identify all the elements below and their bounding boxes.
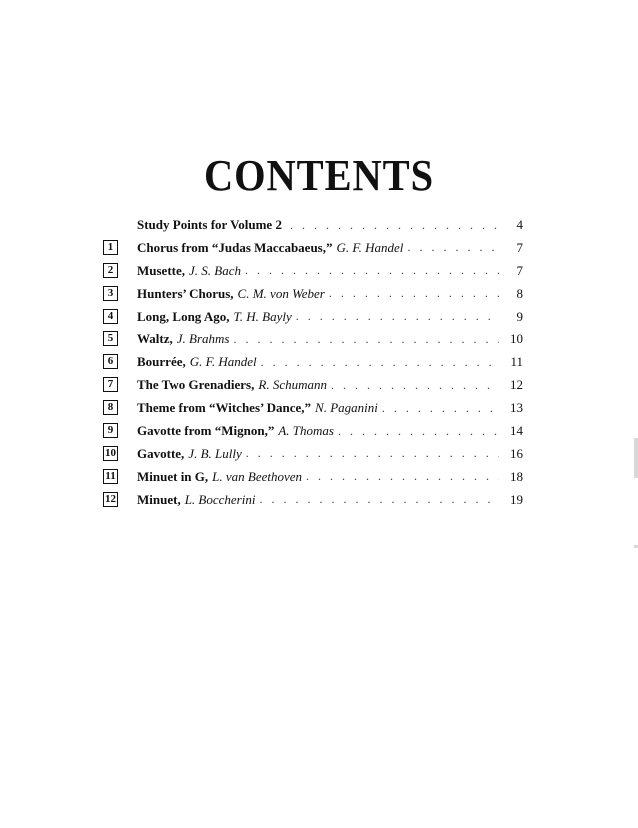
toc-entry-12[interactable] bbox=[103, 489, 523, 512]
composer-name: N. Paganini bbox=[315, 400, 378, 416]
page-number: 14 bbox=[510, 423, 523, 439]
piece-number-box: 3 bbox=[103, 286, 118, 301]
page-number: 8 bbox=[516, 285, 523, 301]
entry-text bbox=[137, 306, 523, 328]
toc-entry-9[interactable] bbox=[103, 420, 523, 443]
dot-leader bbox=[306, 469, 499, 484]
piece-title: The Two Grenadiers, bbox=[137, 377, 255, 393]
page-number: 12 bbox=[510, 377, 523, 393]
dot-leader bbox=[259, 492, 499, 507]
composer-name: C. M. von Weber bbox=[237, 285, 325, 301]
composer-name: J. S. Bach bbox=[189, 262, 241, 278]
entry-text bbox=[137, 351, 523, 373]
dot-leader bbox=[296, 309, 499, 324]
entry-text bbox=[137, 283, 523, 305]
dot-leader bbox=[261, 355, 499, 370]
piece-number-box: 1 bbox=[103, 240, 118, 255]
toc-entry-2[interactable] bbox=[103, 260, 523, 283]
toc-entry-11[interactable] bbox=[103, 466, 523, 489]
composer-name: J. Brahms bbox=[176, 331, 230, 347]
page-number: 9 bbox=[516, 308, 523, 324]
dot-leader bbox=[338, 424, 499, 439]
dot-leader bbox=[382, 401, 499, 416]
entry-text bbox=[137, 260, 523, 282]
dot-leader bbox=[233, 332, 499, 347]
composer-name: L. Boccherini bbox=[184, 491, 256, 507]
composer-name: J. B. Lully bbox=[188, 445, 242, 461]
dot-leader bbox=[407, 240, 499, 255]
entry-text bbox=[137, 397, 523, 419]
scan-edge-mark bbox=[634, 545, 638, 548]
page-number: 7 bbox=[516, 239, 523, 255]
toc-entry-1[interactable] bbox=[103, 237, 523, 260]
entry-text bbox=[137, 489, 523, 511]
dot-leader bbox=[245, 263, 499, 278]
toc-entry-4[interactable] bbox=[103, 306, 523, 329]
page-number: 16 bbox=[510, 445, 523, 461]
entry-text bbox=[137, 443, 523, 465]
page-title: CONTENTS bbox=[203, 151, 435, 200]
piece-number-box: 11 bbox=[103, 469, 118, 484]
composer-name: G. F. Handel bbox=[336, 239, 404, 255]
toc-entry-6[interactable] bbox=[103, 351, 523, 374]
entry-text bbox=[137, 466, 523, 488]
toc-entry-study-points[interactable] bbox=[103, 214, 523, 237]
entry-text bbox=[137, 237, 523, 259]
composer-name: A. Thomas bbox=[278, 423, 334, 439]
piece-title: Theme from “Witches’ Dance,” bbox=[137, 400, 312, 416]
piece-title: Bourrée, bbox=[137, 354, 186, 370]
page-number: 11 bbox=[510, 354, 523, 370]
piece-number-box: 4 bbox=[103, 309, 118, 324]
composer-name: G. F. Handel bbox=[189, 354, 257, 370]
page-number: 18 bbox=[510, 468, 523, 484]
piece-number-box: 12 bbox=[105, 492, 116, 505]
piece-title: Minuet in G, bbox=[137, 468, 209, 484]
piece-number-box: 9 bbox=[103, 423, 118, 438]
piece-number-box: 5 bbox=[103, 331, 118, 346]
toc-entry-7[interactable] bbox=[103, 374, 523, 397]
dot-leader bbox=[246, 446, 499, 461]
page-number: 19 bbox=[510, 491, 523, 507]
entry-text bbox=[137, 214, 523, 236]
entry-text bbox=[137, 420, 523, 442]
piece-number-box: 7 bbox=[103, 377, 118, 392]
piece-title: Gavotte, bbox=[137, 445, 185, 461]
composer-name: L. van Beethoven bbox=[212, 468, 303, 484]
piece-number-box: 8 bbox=[103, 400, 118, 415]
piece-title: Gavotte from “Mignon,” bbox=[137, 423, 275, 439]
entry-text bbox=[137, 328, 523, 350]
entry-text bbox=[137, 374, 523, 396]
piece-title: Waltz, bbox=[137, 331, 173, 347]
toc-entry-8[interactable] bbox=[103, 397, 523, 420]
piece-title: Hunters’ Chorus, bbox=[137, 285, 234, 301]
page-number: 4 bbox=[516, 217, 523, 232]
page-number: 7 bbox=[516, 262, 523, 278]
piece-title: Study Points for Volume 2 bbox=[137, 217, 282, 232]
piece-title: Chorus from “Judas Maccabaeus,” bbox=[137, 239, 333, 255]
toc-entry-3[interactable] bbox=[103, 283, 523, 306]
dot-leader bbox=[329, 286, 499, 301]
table-of-contents bbox=[103, 214, 523, 512]
composer-name: R. Schumann bbox=[258, 377, 327, 393]
piece-number-box: 6 bbox=[103, 354, 118, 369]
dot-leader bbox=[290, 218, 499, 233]
dot-leader bbox=[331, 378, 499, 393]
piece-number-box: 10 bbox=[105, 446, 116, 459]
page-number: 10 bbox=[510, 331, 523, 347]
piece-title: Musette, bbox=[137, 262, 186, 278]
composer-name: T. H. Bayly bbox=[233, 308, 292, 324]
page-number: 13 bbox=[510, 400, 523, 416]
toc-entry-5[interactable] bbox=[103, 328, 523, 351]
toc-entry-10[interactable] bbox=[103, 443, 523, 466]
piece-title: Long, Long Ago, bbox=[137, 308, 230, 324]
piece-number-box: 2 bbox=[103, 263, 118, 278]
scan-edge-mark bbox=[634, 438, 638, 478]
piece-title: Minuet, bbox=[137, 491, 181, 507]
